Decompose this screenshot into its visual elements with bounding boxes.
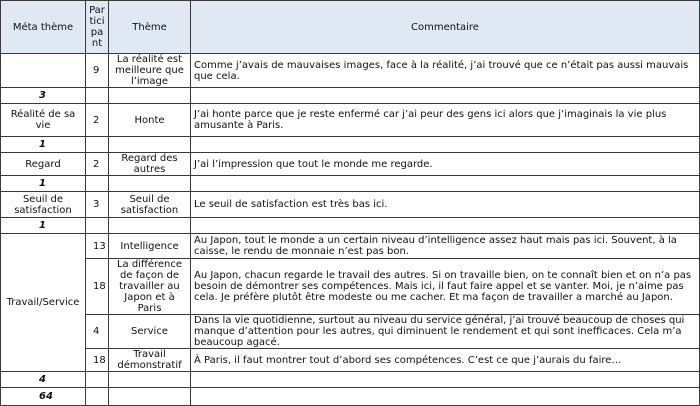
participant-cell: 2 bbox=[86, 153, 109, 176]
table-row bbox=[1, 349, 700, 372]
header-participant: Participant bbox=[86, 1, 109, 54]
meta-theme-cell: Regard bbox=[1, 153, 86, 176]
table-row bbox=[1, 315, 700, 349]
participant-cell: 18 bbox=[86, 259, 109, 315]
count-row bbox=[1, 218, 700, 234]
comment-cell: Au Japon, tout le monde a un certain niveau d’intelligence assez haut mais pas ici. Souvent, à la caisse, le rendu de monnaie n’est pas bon. bbox=[191, 234, 700, 259]
comment-cell: J’ai l’impression que tout le monde me regarde. bbox=[191, 153, 700, 176]
count-row bbox=[1, 372, 700, 388]
header-comment: Commentaire bbox=[191, 1, 700, 54]
header-theme: Thème bbox=[109, 1, 191, 54]
count-cell: 1 bbox=[1, 137, 86, 153]
comment-cell: Dans la vie quotidienne, surtout au niveau du service général, j’ai trouvé beaucoup de choses qui manque d’attention pour les autres, qui diminuent le rendement et qui sont inefficaces. Cela m’a beaucoup agacé. bbox=[191, 315, 700, 349]
theme-cell: Seuil de satisfaction bbox=[109, 192, 191, 218]
participant-cell: 9 bbox=[86, 54, 109, 88]
meta-theme-cell: Réalité de sa vie bbox=[1, 104, 86, 137]
theme-cell: La différence de façon de travailler au Japon et à Paris bbox=[109, 259, 191, 315]
theme-cell: Regard des autres bbox=[109, 153, 191, 176]
count-cell: 3 bbox=[1, 88, 86, 104]
header-meta-theme: Méta thème bbox=[1, 1, 86, 54]
theme-cell: La réalité est meilleure que l’image bbox=[109, 54, 191, 88]
theme-cell: Honte bbox=[109, 104, 191, 137]
table-row bbox=[1, 104, 700, 137]
count-row bbox=[1, 137, 700, 153]
count-cell: 4 bbox=[1, 372, 86, 388]
total-count-cell: 64 bbox=[1, 388, 86, 406]
participant-cell: 4 bbox=[86, 315, 109, 349]
count-cell: 1 bbox=[1, 176, 86, 192]
meta-theme-cell bbox=[1, 54, 86, 88]
meta-theme-cell: Travail/Service bbox=[1, 234, 86, 372]
table-row bbox=[1, 259, 700, 315]
participant-cell: 13 bbox=[86, 234, 109, 259]
participant-cell: 18 bbox=[86, 349, 109, 372]
table-row bbox=[1, 234, 700, 259]
count-row bbox=[1, 88, 700, 104]
theme-cell: Travail démonstratif bbox=[109, 349, 191, 372]
comment-cell: Au Japon, chacun regarde le travail des autres. Si on travaille bien, on te connaît bien et on n’a pas besoin de démontrer ses compétences. Mais ici, il faut faire appel et se vanter. Moi, je n’aime pas cela. Je préfère plutôt être modeste ou me cacher. Et ma façon de travailler a marché au Japon. bbox=[191, 259, 700, 315]
comment-cell: Le seuil de satisfaction est très bas ici. bbox=[191, 192, 700, 218]
meta-theme-cell: Seuil de satisfaction bbox=[1, 192, 86, 218]
count-row bbox=[1, 176, 700, 192]
count-cell: 1 bbox=[1, 218, 86, 234]
participant-cell: 2 bbox=[86, 104, 109, 137]
theme-cell: Service bbox=[109, 315, 191, 349]
comment-cell: J’ai honte parce que je reste enfermé car j’ai peur des gens ici alors que j’imaginais la vie plus amusante à Paris. bbox=[191, 104, 700, 137]
theme-cell: Intelligence bbox=[109, 234, 191, 259]
table-row bbox=[1, 153, 700, 176]
table-row bbox=[1, 54, 700, 88]
header-row bbox=[1, 1, 700, 54]
table-row bbox=[1, 192, 700, 218]
comment-cell: À Paris, il faut montrer tout d’abord ses compétences. C’est ce que j’aurais du faire… bbox=[191, 349, 700, 372]
total-row bbox=[1, 388, 700, 406]
comment-cell: Comme j’avais de mauvaises images, face à la réalité, j’ai trouvé que ce n’était pas aussi mauvais que cela. bbox=[191, 54, 700, 88]
participant-cell: 3 bbox=[86, 192, 109, 218]
